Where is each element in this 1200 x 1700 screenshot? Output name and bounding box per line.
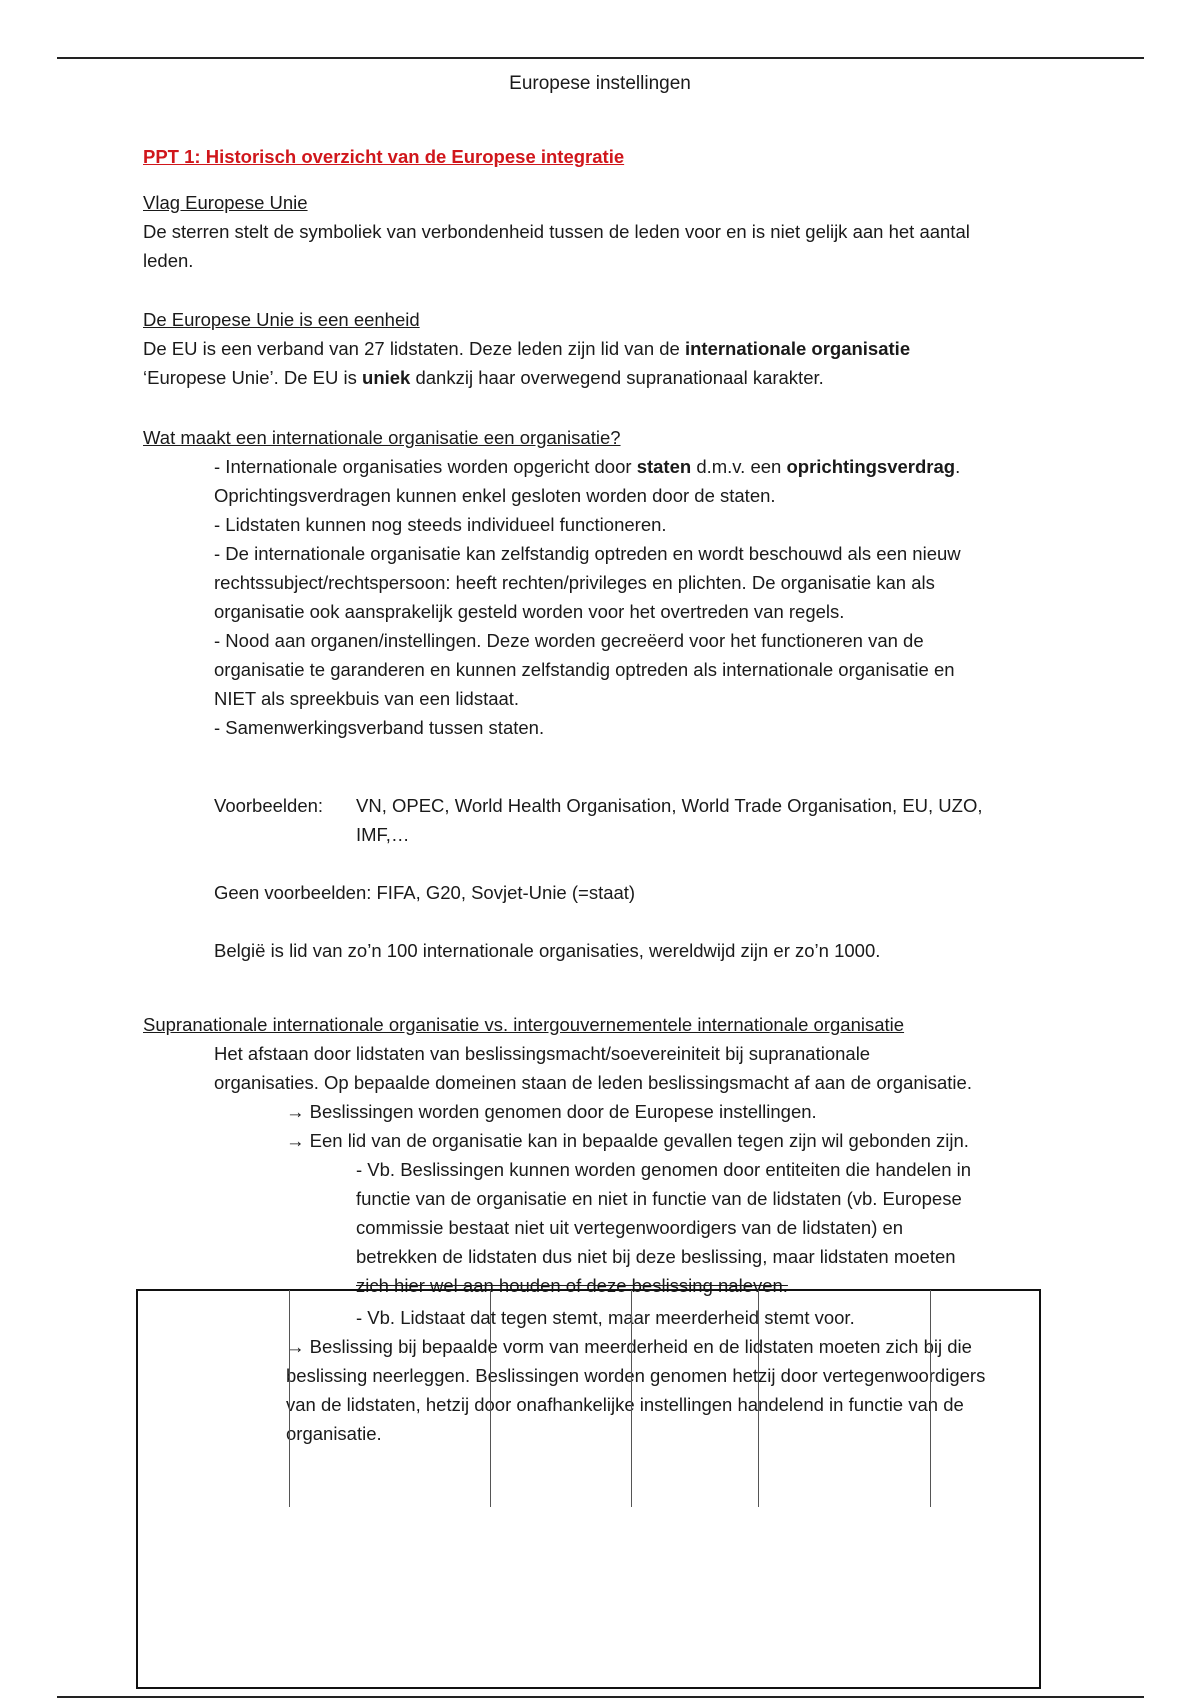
voorbeelden-list: IMF,… [356, 824, 410, 845]
section-heading: PPT 1: Historisch overzicht van de Europese integratie [143, 146, 625, 167]
paragraph-line: - Internationale organisaties worden opgericht door staten d.m.v. een oprichtingsverdrag. [214, 456, 961, 477]
table-column-line [930, 1290, 931, 1507]
paragraph-line: NIET als spreekbuis van een lidstaat. [214, 688, 520, 709]
arrow-icon: → [286, 1130, 305, 1151]
arrow-item: → Beslissingen worden genomen door de Europese instellingen. [286, 1101, 817, 1122]
geen-voorbeelden: Geen voorbeelden: FIFA, G20, Sovjet-Unie (=staat) [214, 882, 636, 903]
paragraph-line: rechtssubject/rechtspersoon: heeft rechten/privileges en plichten. De organisatie kan als [214, 572, 935, 593]
paragraph-line: - Lidstaten kunnen nog steeds individueel functioneren. [214, 514, 667, 535]
paragraph-line: De EU is een verband van 27 lidstaten. Deze leden zijn lid van de internationale organisatie [143, 338, 911, 359]
paragraph-line: ‘Europese Unie’. De EU is uniek dankzij haar overwegend supranationaal karakter. [143, 367, 824, 388]
subheading-wat: Wat maakt een internationale organisatie een organisatie? [143, 427, 621, 448]
paragraph-line: beslissing neerleggen. Beslissingen worden genomen hetzij door vertegenwoordigers [286, 1365, 986, 1386]
empty-table-frame [136, 1289, 1041, 1689]
table-column-line [289, 1290, 290, 1507]
table-column-line [758, 1290, 759, 1507]
paragraph-line: organisatie te garanderen en kunnen zelfstandig optreden als internationale organisatie en [214, 659, 955, 680]
voorbeelden-label: Voorbeelden: [214, 795, 324, 816]
arrow-item: → Een lid van de organisatie kan in bepaalde gevallen tegen zijn wil gebonden zijn. [286, 1130, 969, 1151]
table-column-line [490, 1290, 491, 1507]
example-line: - Vb. Beslissingen kunnen worden genomen door entiteiten die handelen in [356, 1159, 972, 1180]
belgie-fact: België is lid van zo’n 100 internationale organisaties, wereldwijd zijn er zo’n 1000. [214, 940, 881, 961]
voorbeelden-list: VN, OPEC, World Health Organisation, World Trade Organisation, EU, UZO, [356, 795, 983, 816]
example-line: betrekken de lidstaten dus niet bij deze beslissing, maar lidstaten moeten [356, 1246, 956, 1267]
arrow-icon: → [286, 1336, 305, 1357]
paragraph-line: Het afstaan door lidstaten van beslissingsmacht/soevereiniteit bij supranationale [214, 1043, 871, 1064]
top-rule [57, 57, 1144, 59]
page-header-title: Europese instellingen [509, 73, 691, 94]
bottom-rule [57, 1696, 1144, 1698]
paragraph-line: organisatie. [286, 1423, 382, 1444]
subheading-eenheid: De Europese Unie is een eenheid [143, 309, 420, 330]
example-line-struck: zich hier wel aan houden of deze beslissing naleven. [356, 1275, 788, 1296]
paragraph-line: leden. [143, 250, 194, 271]
paragraph-line: van de lidstaten, hetzij door onafhankelijke instellingen handelend in functie van de [286, 1394, 964, 1415]
paragraph-line: Oprichtingsverdragen kunnen enkel gesloten worden door de staten. [214, 485, 776, 506]
paragraph-line: organisatie ook aansprakelijk gesteld worden voor het overtreden van regels. [214, 601, 845, 622]
subheading-vlag: Vlag Europese Unie [143, 192, 308, 213]
paragraph-line: - Nood aan organen/instellingen. Deze worden gecreëerd voor het functioneren van de [214, 630, 924, 651]
table-column-line [631, 1290, 632, 1507]
example-line: functie van de organisatie en niet in functie van de lidstaten (vb. Europese [356, 1188, 962, 1209]
arrow-icon: → [286, 1101, 305, 1122]
paragraph-line: - De internationale organisatie kan zelfstandig optreden en wordt beschouwd als een nieuw [214, 543, 961, 564]
arrow-item: → Beslissing bij bepaalde vorm van meerderheid en de lidstaten moeten zich bij die [286, 1336, 972, 1357]
paragraph-line: organisaties. Op bepaalde domeinen staan de leden beslissingsmacht af aan de organisatie. [214, 1072, 972, 1093]
subheading-supra: Supranationale internationale organisatie vs. intergouvernementele internationale organisatie [143, 1014, 905, 1035]
example-line: - Vb. Lidstaat dat tegen stemt, maar meerderheid stemt voor. [356, 1307, 855, 1328]
paragraph-line: - Samenwerkingsverband tussen staten. [214, 717, 545, 738]
paragraph-line: De sterren stelt de symboliek van verbondenheid tussen de leden voor en is niet gelijk aan het aantal [143, 221, 970, 242]
example-line: commissie bestaat niet uit vertegenwoordigers van de lidstaten) en [356, 1217, 904, 1238]
